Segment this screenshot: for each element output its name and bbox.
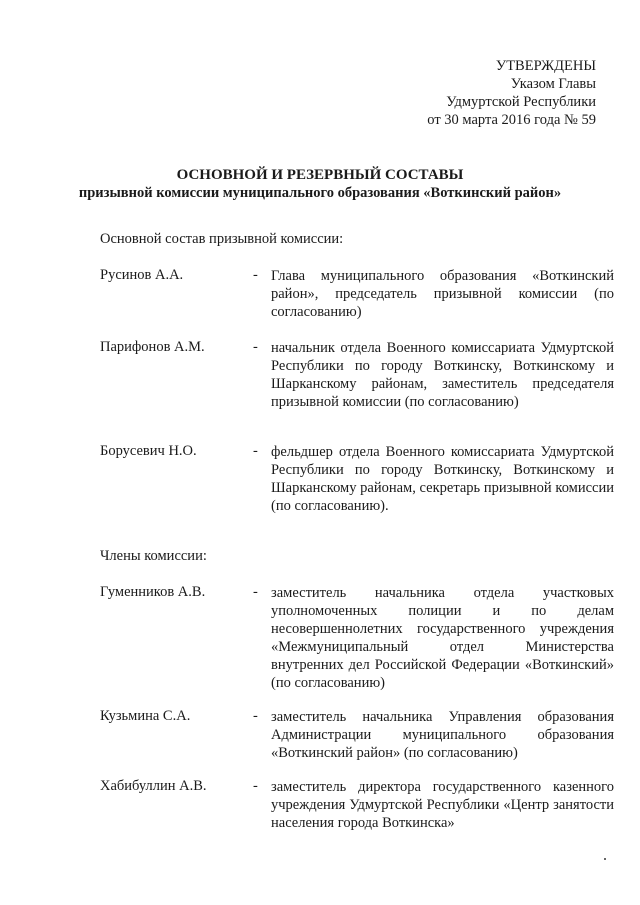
member-name: Гуменников А.В. xyxy=(100,584,206,600)
member-row xyxy=(100,267,615,320)
member-name: Кузьмина С.А. xyxy=(100,708,191,724)
member-row xyxy=(100,708,615,761)
member-description: заместитель директора государственного казенного учреждения Удмуртской Республики «Центр занятости населения города Воткинска» xyxy=(271,779,614,831)
member-dash: - xyxy=(253,339,258,355)
title-subtitle: призывной комиссии муниципального образования «Воткинский район» xyxy=(78,185,562,201)
member-dash: - xyxy=(253,267,258,283)
member-dash: - xyxy=(253,708,258,724)
document-title xyxy=(40,166,600,202)
member-dash: - xyxy=(253,778,258,794)
member-row xyxy=(100,443,615,514)
member-description: начальник отдела Военного комиссариата Удмуртской Республики по городу Воткинску, Воткинскому и Шарканскому районам, заместитель председателя призывной комиссии (по согласованию) xyxy=(271,340,614,410)
member-row xyxy=(100,339,615,410)
approval-stamp xyxy=(427,57,596,129)
member-description: заместитель начальника Управления образования Администрации муниципального образования «Воткинский район» (по согласованию) xyxy=(271,709,614,761)
approval-line-republic: Удмуртской Республики xyxy=(446,94,596,110)
scan-speck xyxy=(604,858,606,860)
member-dash: - xyxy=(253,443,258,459)
approval-line-approved: УТВЕРЖДЕНЫ xyxy=(495,58,596,74)
member-description: фельдшер отдела Военного комиссариата Удмуртской Республики по городу Воткинску, Воткинскому и Шарканскому районам, секретарь призывной комиссии (по согласованию). xyxy=(271,444,614,514)
members-section-heading: Члены комиссии: xyxy=(100,548,207,564)
main-section-heading: Основной состав призывной комиссии: xyxy=(100,231,344,247)
member-name: Русинов А.А. xyxy=(100,267,184,283)
member-description: заместитель начальника отдела участковых уполномоченных полиции и по делам несовершеннолетних государственного учреждения «Межмуниципальный отдел Министерства внутренних дел Российской Федерации «Воткинский» (по согласованию) xyxy=(271,585,614,691)
member-description: Глава муниципального образования «Воткинский район», председатель призывной комиссии (по согласованию) xyxy=(271,268,614,320)
member-row xyxy=(100,584,615,691)
member-name: Парифонов А.М. xyxy=(100,339,205,355)
member-dash: - xyxy=(253,584,258,600)
approval-line-date: от 30 марта 2016 года № 59 xyxy=(427,112,596,128)
title-main: ОСНОВНОЙ И РЕЗЕРВНЫЙ СОСТАВЫ xyxy=(176,167,464,183)
approval-line-decree: Указом Главы xyxy=(510,76,596,92)
member-row xyxy=(100,778,615,831)
member-name: Хабибуллин А.В. xyxy=(100,778,207,794)
member-name: Борусевич Н.О. xyxy=(100,443,197,459)
